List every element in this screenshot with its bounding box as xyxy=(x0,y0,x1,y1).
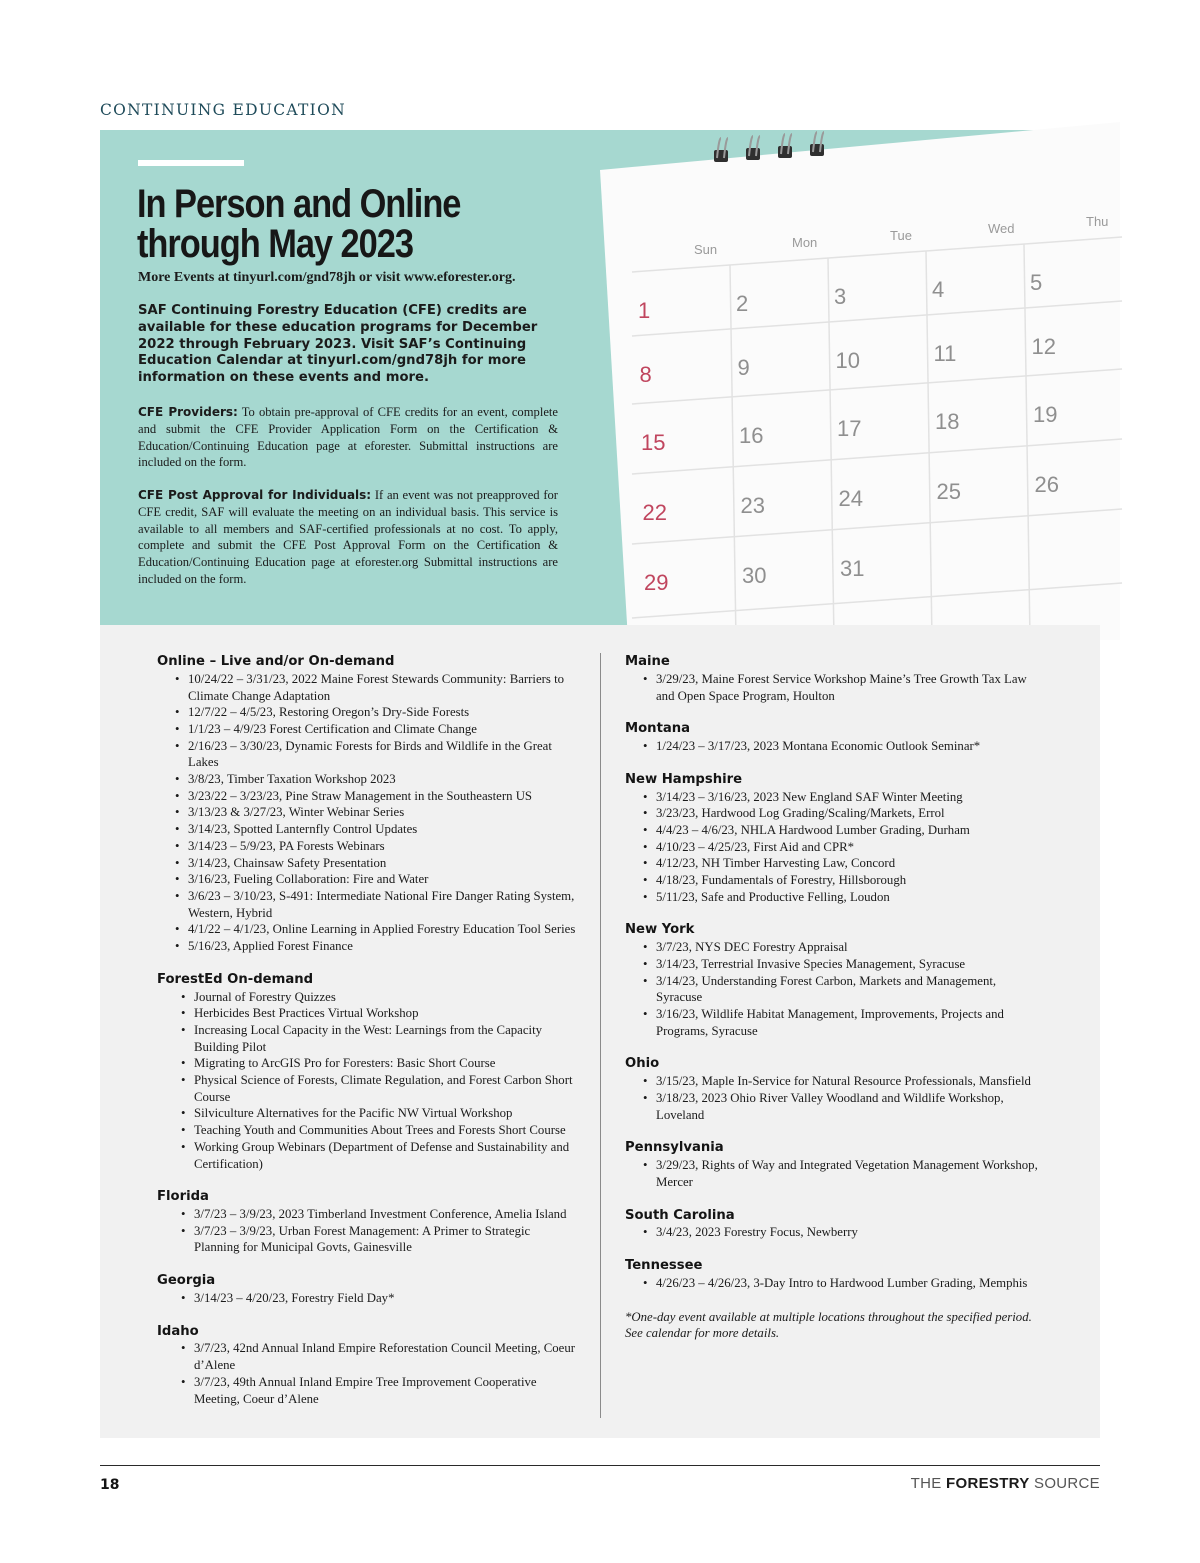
calendar-day-number: 8 xyxy=(639,362,652,387)
calendar-day-number: 19 xyxy=(1033,402,1058,427)
calendar-day-number: 4 xyxy=(932,277,945,302)
event-list xyxy=(157,1206,577,1256)
event-item: • Herbicides Best Practices Virtual Workshop xyxy=(157,1005,577,1022)
event-item: • 3/14/23 – 4/20/23, Forestry Field Day* xyxy=(157,1290,577,1307)
event-group-montana xyxy=(625,721,1045,755)
event-group-title: Georgia xyxy=(157,1273,216,1289)
event-item: • Increasing Local Capacity in the West: Learnings from the Capacity Building Pilot xyxy=(157,1022,577,1055)
calendar-day-number: 23 xyxy=(740,493,765,518)
event-item: • 3/15/23, Maple In-Service for Natural Resource Professionals, Mansfield xyxy=(625,1073,1045,1090)
event-item: • 3/14/23, Understanding Forest Carbon, Markets and Management, Syracuse xyxy=(625,973,1045,1006)
event-item: • 5/16/23, Applied Forest Finance xyxy=(157,938,577,955)
calendar-day-number: 26 xyxy=(1034,472,1059,497)
event-group-title: Ohio xyxy=(625,1056,660,1072)
event-group-georgia xyxy=(157,1273,577,1307)
event-item: • 3/14/23 – 5/9/23, PA Forests Webinars xyxy=(157,838,577,855)
calendar-day-number: 18 xyxy=(935,409,960,434)
footer-rule xyxy=(100,1465,1100,1466)
calendar-photo xyxy=(600,140,1120,640)
calendar-day-header: Thu xyxy=(1086,214,1109,229)
event-item: • 3/23/23, Hardwood Log Grading/Scaling/Markets, Errol xyxy=(625,805,1045,822)
event-group-title: ForestEd On-demand xyxy=(157,971,314,987)
event-item: • 3/13/23 & 3/27/23, Winter Webinar Series xyxy=(157,804,577,821)
event-list xyxy=(157,671,577,955)
event-group-ohio xyxy=(625,1056,1045,1123)
event-list xyxy=(625,939,1045,1039)
event-list xyxy=(625,1157,1045,1190)
event-item: • 1/1/23 – 4/9/23 Forest Certification and Climate Change xyxy=(157,721,577,738)
event-list xyxy=(625,738,1045,755)
event-item: • Working Group Webinars (Department of Defense and Sustainability and Certification) xyxy=(157,1139,577,1172)
cfe-providers-paragraph xyxy=(138,404,558,471)
publication-forestry: FORESTRY xyxy=(946,1475,1030,1492)
event-group-south-carolina xyxy=(625,1208,1045,1242)
event-list xyxy=(625,1275,1045,1292)
event-group-title: Idaho xyxy=(157,1323,199,1339)
event-group-pennsylvania xyxy=(625,1140,1045,1190)
event-group-new-hampshire xyxy=(625,772,1045,906)
hero-title-line-2: through May 2023 xyxy=(137,222,413,266)
calendar-day-number: 5 xyxy=(1030,270,1043,295)
calendar-ring-hole xyxy=(810,144,824,156)
event-item: • Silviculture Alternatives for the Pacific NW Virtual Workshop xyxy=(157,1105,577,1122)
calendar-day-number: 25 xyxy=(936,479,961,504)
event-item: • 4/18/23, Fundamentals of Forestry, Hillsborough xyxy=(625,872,1045,889)
cfe-post-approval-text: If an event was not preapproved for CFE credit, SAF will evaluate the meeting on an individual basis. This service is available to all members and SAF-certified professionals at no cost. To apply, complete and submit the CFE Post Approval Form on the Certification & Education/Continuing Education page at eforester.org Submittal instructions are included on the form. xyxy=(138,488,559,586)
event-item: • 3/14/23, Chainsaw Safety Presentation xyxy=(157,855,577,872)
event-item: • 4/26/23 – 4/26/23, 3-Day Intro to Hardwood Lumber Grading, Memphis xyxy=(625,1275,1045,1292)
calendar-day-number: 3 xyxy=(834,284,847,309)
calendar-day-number: 31 xyxy=(840,556,865,581)
calendar-day-number: 22 xyxy=(642,500,667,525)
event-group-title: New Hampshire xyxy=(625,771,743,787)
publication-the: THE xyxy=(910,1475,947,1492)
event-item: • 3/14/23, Spotted Lanternfly Control Updates xyxy=(157,821,577,838)
event-item: • 3/18/23, 2023 Ohio River Valley Woodland and Wildlife Workshop, Loveland xyxy=(625,1090,1045,1123)
event-group-title: New York xyxy=(625,922,695,938)
calendar-day-number: 24 xyxy=(838,486,863,511)
cfe-providers-lead: CFE Providers: xyxy=(138,405,238,419)
event-item: • 4/12/23, NH Timber Harvesting Law, Concord xyxy=(625,855,1045,872)
event-list xyxy=(625,1073,1045,1123)
event-item: • 2/16/23 – 3/30/23, Dynamic Forests for Birds and Wildlife in the Great Lakes xyxy=(157,738,577,771)
event-listing xyxy=(100,625,1100,1438)
event-item: • 3/7/23 – 3/9/23, 2023 Timberland Investment Conference, Amelia Island xyxy=(157,1206,577,1223)
calendar-ring-hole xyxy=(714,150,728,162)
event-item: • 3/29/23, Maine Forest Service Workshop Maine’s Tree Growth Tax Law and Open Space Program, Houlton xyxy=(625,671,1045,704)
event-item: • 3/8/23, Timber Taxation Workshop 2023 xyxy=(157,771,577,788)
event-list xyxy=(625,671,1045,704)
cfe-post-approval-paragraph xyxy=(138,487,558,588)
event-item: • Migrating to ArcGIS Pro for Foresters: Basic Short Course xyxy=(157,1055,577,1072)
event-item: • 4/1/22 – 4/1/23, Online Learning in Applied Forestry Education Tool Series xyxy=(157,921,577,938)
hero-subtitle: More Events at tinyurl.com/gnd78jh or visit www.eforester.org. xyxy=(138,270,516,285)
calendar-ring-hole xyxy=(778,146,792,158)
event-list xyxy=(625,1224,1045,1241)
event-group-title: Pennsylvania xyxy=(625,1140,724,1156)
event-item: • 3/7/23, 42nd Annual Inland Empire Reforestation Council Meeting, Coeur d’Alene xyxy=(157,1340,577,1373)
publication-name xyxy=(911,1475,1100,1492)
hero-intro: SAF Continuing Forestry Education (CFE) credits are available for these education programs for December 2022 through February 2023. Visit SAF’s Continuing Education Calendar at tinyurl.com/gnd78jh for more information on these events and more. xyxy=(138,303,538,386)
event-group-title: Tennessee xyxy=(625,1258,703,1274)
calendar-day-number: 12 xyxy=(1031,334,1056,359)
event-group-idaho xyxy=(157,1324,577,1408)
cfe-post-approval-lead: CFE Post Approval for Individuals: xyxy=(138,488,372,502)
event-group-online-live-and-or-on-demand xyxy=(157,654,577,955)
event-group-florida xyxy=(157,1189,577,1256)
event-group-title: Maine xyxy=(625,654,670,669)
calendar-day-number: 30 xyxy=(742,563,767,588)
event-item: • 3/14/23, Terrestrial Invasive Species Management, Syracuse xyxy=(625,956,1045,973)
calendar-day-number: 11 xyxy=(933,341,957,366)
calendar-day-number: 10 xyxy=(835,348,860,373)
calendar-day-header: Mon xyxy=(792,235,818,250)
publication-source: SOURCE xyxy=(1029,1475,1100,1492)
event-group-tennessee xyxy=(625,1258,1045,1292)
calendar-day-header: Wed xyxy=(988,221,1015,236)
event-item: • 4/4/23 – 4/6/23, NHLA Hardwood Lumber Grading, Durham xyxy=(625,822,1045,839)
page-number: 18 xyxy=(100,1477,120,1493)
calendar-ring-hole xyxy=(746,148,760,160)
event-item: • 1/24/23 – 3/17/23, 2023 Montana Economic Outlook Seminar* xyxy=(625,738,1045,755)
calendar-illustration xyxy=(600,140,1120,640)
calendar-day-number: 15 xyxy=(641,430,666,455)
event-list xyxy=(157,989,577,1173)
event-item: • 3/7/23, NYS DEC Forestry Appraisal xyxy=(625,939,1045,956)
event-item: • Teaching Youth and Communities About Trees and Forests Short Course xyxy=(157,1122,577,1139)
left-column xyxy=(157,654,577,1424)
hero-title xyxy=(137,184,533,264)
calendar-day-number: 1 xyxy=(638,298,651,323)
calendar-day-header: Tue xyxy=(890,228,912,243)
calendar-day-number: 16 xyxy=(739,423,764,448)
event-item: • 3/16/23, Wildlife Habitat Management, Improvements, Projects and Programs, Syracuse xyxy=(625,1006,1045,1039)
calendar-day-number: 2 xyxy=(736,291,749,316)
hero-accent-bar xyxy=(138,160,244,166)
event-list xyxy=(625,789,1045,906)
event-item: • Journal of Forestry Quizzes xyxy=(157,989,577,1006)
event-list xyxy=(157,1290,577,1307)
event-item: • 3/7/23 – 3/9/23, Urban Forest Management: A Primer to Strategic Planning for Municipal Govts, Gainesville xyxy=(157,1223,577,1256)
calendar-day-number: 29 xyxy=(644,570,669,595)
calendar-day-header: Sun xyxy=(694,242,718,257)
event-item: • 3/23/22 – 3/23/23, Pine Straw Management in the Southeastern US xyxy=(157,788,577,805)
event-item: • 3/14/23 – 3/16/23, 2023 New England SAF Winter Meeting xyxy=(625,789,1045,806)
footnote: *One-day event available at multiple locations throughout the specified period. See calendar for more details. xyxy=(625,1309,1032,1341)
calendar-day-number: 9 xyxy=(737,355,750,380)
event-item: • 3/6/23 – 3/10/23, S-491: Intermediate National Fire Danger Rating System, Western, Hybrid xyxy=(157,888,577,921)
event-item: • 3/29/23, Rights of Way and Integrated Vegetation Management Workshop, Mercer xyxy=(625,1157,1045,1190)
event-group-new-york xyxy=(625,922,1045,1039)
hero-title-line-1: In Person and Online xyxy=(137,182,461,226)
event-group-maine xyxy=(625,654,1045,704)
section-label: CONTINUING EDUCATION xyxy=(100,101,346,119)
event-group-forested-on-demand xyxy=(157,972,577,1173)
event-item: • 12/7/22 – 4/5/23, Restoring Oregon’s Dry-Side Forests xyxy=(157,704,577,721)
event-item: • 3/7/23, 49th Annual Inland Empire Tree Improvement Cooperative Meeting, Coeur d’Alene xyxy=(157,1374,577,1407)
event-item: • 3/4/23, 2023 Forestry Focus, Newberry xyxy=(625,1224,1045,1241)
event-group-title: South Carolina xyxy=(625,1207,735,1223)
event-item: • 10/24/22 – 3/31/23, 2022 Maine Forest Stewards Community: Barriers to Climate Change Adaptation xyxy=(157,671,577,704)
event-group-title: Montana xyxy=(625,721,691,737)
event-group-title: Florida xyxy=(157,1189,209,1205)
event-group-title: Online – Live and/or On-demand xyxy=(157,654,395,669)
column-divider xyxy=(600,653,601,1418)
hero-banner xyxy=(100,130,1109,625)
cfe-providers-text: To obtain pre-approval of CFE credits for an event, complete and submit the CFE Provider Application Form on the Certification & Education/Continuing Education page at eforester. Submittal instructions are included on the form. xyxy=(138,405,558,470)
calendar-day-number: 17 xyxy=(837,416,862,441)
event-item: • 4/10/23 – 4/25/23, First Aid and CPR* xyxy=(625,839,1045,856)
right-column xyxy=(625,654,1045,1342)
event-item: • 3/16/23, Fueling Collaboration: Fire and Water xyxy=(157,871,577,888)
event-item: • 5/11/23, Safe and Productive Felling, Loudon xyxy=(625,889,1045,906)
event-item: • Physical Science of Forests, Climate Regulation, and Forest Carbon Short Course xyxy=(157,1072,577,1105)
event-list xyxy=(157,1340,577,1407)
